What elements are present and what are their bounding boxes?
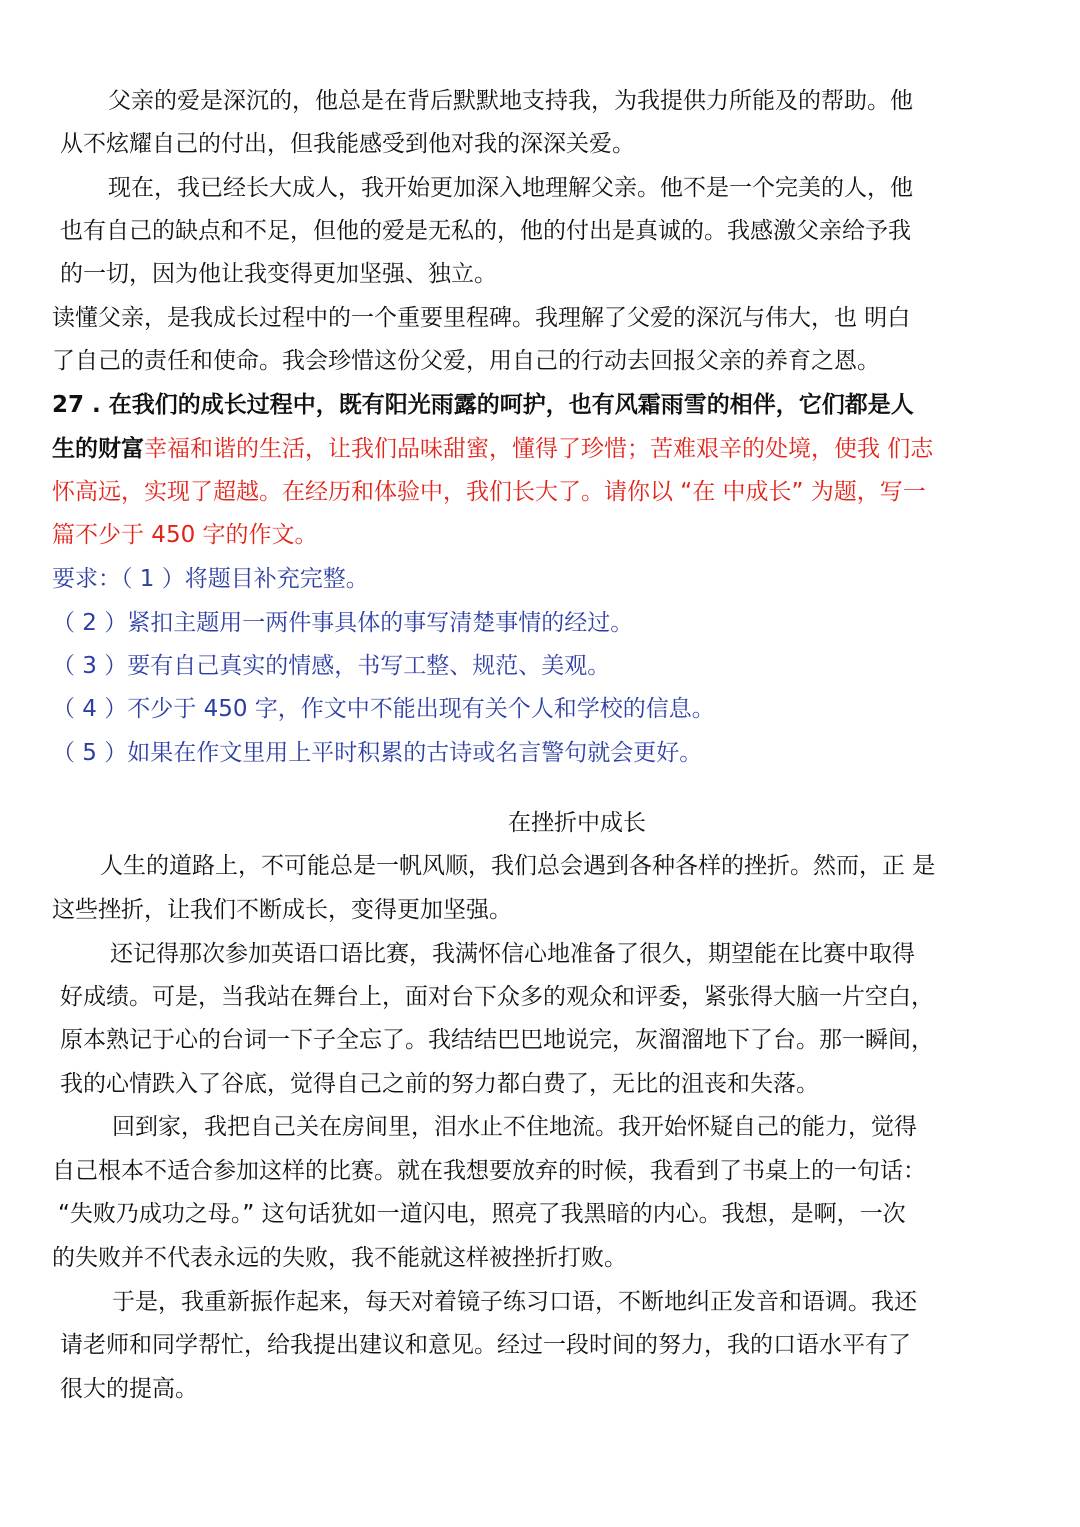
essay-title: 在挫折中成长 — [508, 810, 646, 836]
essay-line: 于是，我重新振作起来，每天对着镜子练习口语，不断地纠正发音和语调。我还 — [112, 1289, 917, 1315]
prev-essay-line: 读懂父亲，是我成长过程中的一个重要里程碑。我理解了父爱的深沉与伟大，也 明白 — [52, 305, 911, 331]
essay-line: 很大的提高。 — [60, 1376, 198, 1402]
question-prompt-bold: 生的财富 — [52, 436, 144, 462]
essay-line: 请老师和同学帮忙，给我提出建议和意见。经过一段时间的努力，我的口语水平有了 — [60, 1332, 911, 1358]
essay-line: 我的心情跌入了谷底，觉得自己之前的努力都白费了，无比的沮丧和失落。 — [60, 1071, 819, 1097]
question-prompt-line: 怀高远，实现了超越。在经历和体验中，我们长大了。请你以 “在 中成长” 为题，写一 — [52, 479, 926, 505]
essay-line: 人生的道路上，不可能总是一帆风顺，我们总会遇到各种各样的挫折。然而，正 是 — [100, 853, 936, 879]
requirement-item: （ 2 ）紧扣主题用一两件事具体的事写清楚事情的经过。 — [52, 610, 634, 636]
essay-line: 还记得那次参加英语口语比赛，我满怀信心地准备了很久，期望能在比赛中取得 — [110, 941, 915, 967]
requirement-item: （ 4 ）不少于 450 字，作文中不能出现有关个人和学校的信息。 — [52, 696, 715, 722]
prev-essay-line: 从不炫耀自己的付出，但我能感受到他对我的深深关爱。 — [60, 131, 635, 157]
prev-essay-line: 父亲的爱是深沉的，他总是在背后默默地支持我，为我提供力所能及的帮助。他 — [108, 88, 913, 114]
essay-line: “失败乃成功之母。” 这句话犹如一道闪电，照亮了我黑暗的内心。我想，是啊，一次 — [58, 1201, 906, 1227]
question-prompt-line — [52, 432, 933, 466]
prev-essay-line: 的一切，因为他让我变得更加坚强、独立。 — [60, 261, 497, 287]
question-prompt-line: 篇不少于 450 字的作文。 — [52, 522, 318, 548]
essay-line: 自己根本不适合参加这样的比赛。就在我想要放弃的时候，我看到了书桌上的一句话： — [52, 1158, 926, 1184]
prev-essay-line: 了自己的责任和使命。我会珍惜这份父爱，用自己的行动去回报父亲的养育之恩。 — [52, 348, 880, 374]
requirement-item: （ 3 ）要有自己真实的情感，书写工整、规范、美观。 — [52, 653, 611, 679]
requirement-item: （ 5 ）如果在作文里用上平时积累的古诗或名言警句就会更好。 — [52, 740, 703, 766]
requirement-item: 要求：（ 1 ）将题目补充完整。 — [52, 566, 369, 592]
prev-essay-line: 现在，我已经长大成人，我开始更加深入地理解父亲。他不是一个完美的人，他 — [108, 175, 913, 201]
essay-line: 原本熟记于心的台词一下子全忘了。我结结巴巴地说完，灰溜溜地下了台。那一瞬间， — [60, 1027, 934, 1053]
prev-essay-line: 也有自己的缺点和不足，但他的爱是无私的，他的付出是真诚的。我感激父亲给予我 — [60, 218, 911, 244]
essay-line: 这些挫折，让我们不断成长，变得更加坚强。 — [52, 897, 512, 923]
essay-line: 回到家，我把自己关在房间里，泪水止不住地流。我开始怀疑自己的能力，觉得 — [112, 1114, 917, 1140]
essay-line: 的失败并不代表永远的失败，我不能就这样被挫折打败。 — [52, 1245, 627, 1271]
question-prompt-line: 27 . 在我们的成长过程中，既有阳光雨露的呵护，也有风霜雨雪的相伴，它们都是人 — [52, 392, 914, 418]
question-prompt-red: 幸福和谐的生活，让我们品味甜蜜，懂得了珍惜；苦难艰辛的处境，使我 们志 — [144, 436, 934, 462]
essay-line: 好成绩。可是，当我站在舞台上，面对台下众多的观众和评委，紧张得大脑一片空白， — [60, 984, 934, 1010]
